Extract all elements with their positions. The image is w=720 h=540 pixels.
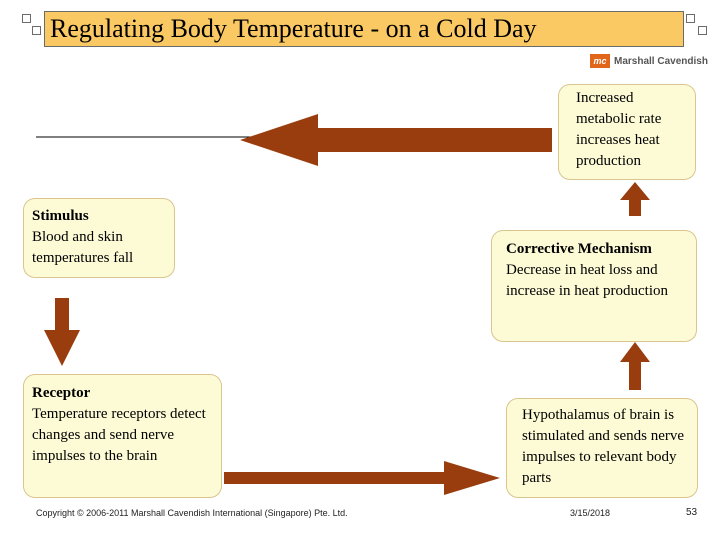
footer-copyright: Copyright © 2006-2011 Marshall Cavendish International (Singapore) Pte. Ltd. — [36, 508, 348, 518]
node-stimulus-heading: Stimulus — [32, 208, 89, 224]
node-stimulus — [23, 198, 175, 278]
arrow-corrective-to-effect — [620, 182, 650, 216]
footer-date: 3/15/2018 — [570, 508, 611, 518]
node-corrective — [491, 230, 697, 342]
node-corrective-text: Decrease in heat loss and increase in heat production — [506, 262, 669, 299]
node-hypothalamus — [506, 398, 698, 498]
arrow-receptor-to-hypothalamus — [224, 461, 500, 495]
logo-text: Marshall Cavendish — [614, 55, 708, 67]
node-receptor — [23, 374, 222, 498]
node-receptor-heading: Receptor — [32, 385, 91, 401]
node-corrective-heading: Corrective Mechanism — [506, 241, 652, 257]
node-hypothalamus-text: Hypothalamus of brain is stimulated and sends nerve impulses to relevant body parts — [522, 407, 685, 486]
node-receptor-text: Temperature receptors detect changes and send nerve impulses to the brain — [32, 406, 206, 464]
slide-title: Regulating Body Temperature - on a Cold Day — [50, 14, 537, 43]
footer-page-number: 53 — [686, 507, 698, 518]
arrow-hypothalamus-to-corrective — [620, 342, 650, 390]
node-stimulus-text: Blood and skin temperatures fall — [32, 229, 134, 266]
node-effect-text: Increased metabolic rate increases heat production — [576, 90, 662, 169]
arrow-effect-to-stimulus — [240, 114, 552, 166]
logo-mark-icon: mc — [590, 54, 610, 68]
arrow-stimulus-to-receptor — [44, 298, 80, 366]
node-effect — [558, 84, 696, 180]
